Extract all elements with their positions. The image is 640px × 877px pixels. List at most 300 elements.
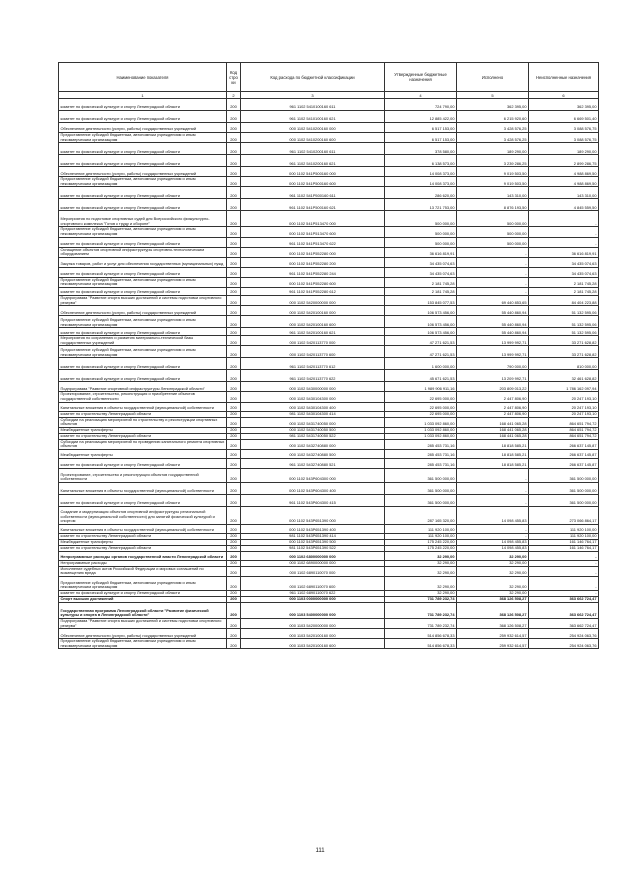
row-unexecuted: 1 786 162 097,94 xyxy=(529,382,599,392)
row-executed: - xyxy=(457,494,529,506)
row-approved: 731 789 232,74 xyxy=(385,619,457,629)
row-unexecuted: 111 920 100,00 xyxy=(529,524,599,533)
row-unexecuted: 36 616 819,91 xyxy=(529,247,599,257)
table-row xyxy=(59,267,599,277)
table-row xyxy=(59,439,599,449)
table-row xyxy=(59,370,599,382)
row-name: Капитальные вложения в объекты государственной (муниципальной) собственности xyxy=(59,402,227,411)
row-code: 200 xyxy=(227,439,241,449)
row-kbk: 000 1102 543P604300 000 xyxy=(241,468,385,482)
row-name: Мероприятия по сохранению и развитию материально-технической базы государственных учреждений xyxy=(59,336,227,346)
row-name: Обеспечение деятельности (услуги, работы) государственных учреждений xyxy=(59,167,227,177)
table-row xyxy=(59,619,599,629)
row-code: 200 xyxy=(227,336,241,346)
table-row xyxy=(59,433,599,439)
row-executed: 500 000,00 xyxy=(457,227,529,237)
row-name: комитет по строительству Ленинградской области xyxy=(59,545,227,551)
row-unexecuted: 51 132 595,06 xyxy=(529,316,599,328)
column-number-row xyxy=(59,92,599,99)
row-kbk: 000 1102 5432740880 500 xyxy=(241,449,385,458)
row-name: Предоставление субсидий бюджетным, автономным учреждениям и иным некоммерческим организациям xyxy=(59,227,227,237)
row-executed: 2 447 806,90 xyxy=(457,402,529,411)
budget-execution-table xyxy=(58,62,599,649)
table-row xyxy=(59,167,599,177)
table-row xyxy=(59,468,599,482)
row-code: 200 xyxy=(227,237,241,247)
row-code: 200 xyxy=(227,277,241,287)
row-name: комитет по физической культуре и спорту Ленинградской области xyxy=(59,328,227,336)
row-executed: 259 932 614,57 xyxy=(457,639,529,649)
row-approved: 106 573 456,00 xyxy=(385,316,457,328)
row-code: 200 xyxy=(227,143,241,155)
row-kbk: 000 1102 5420100160 600 xyxy=(241,316,385,328)
row-code: 200 xyxy=(227,306,241,316)
row-executed: 14 098 455,83 xyxy=(457,545,529,551)
row-approved: 111 920 100,00 xyxy=(385,533,457,539)
table-row xyxy=(59,155,599,167)
row-unexecuted: - xyxy=(529,211,599,227)
row-name: Подпрограмма "Развитие спорта высших достижений и системы подготовки спортивного резерва" xyxy=(59,295,227,305)
row-unexecuted: 273 066 864,17 xyxy=(529,506,599,524)
row-approved: 285 453 731,16 xyxy=(385,439,457,449)
table-row xyxy=(59,123,599,133)
row-approved: 1 600 000,00 xyxy=(385,358,457,370)
row-executed: 168 441 065,28 xyxy=(457,427,529,433)
row-kbk: 000 1102 543P604300 400 xyxy=(241,482,385,494)
row-approved: 514 856 678,33 xyxy=(385,639,457,649)
row-name: Капитальные вложения в объекты государственной (муниципальной) собственности xyxy=(59,524,227,533)
row-approved: 14 008 373,00 xyxy=(385,177,457,187)
row-kbk: 961 1102 5410200160 611 xyxy=(241,143,385,155)
row-unexecuted: 20 247 193,10 xyxy=(529,392,599,402)
header-name: Наименование показателя xyxy=(59,63,227,92)
row-approved: 1 033 092 860,00 xyxy=(385,417,457,427)
row-name: комитет по физической культуре и спорту Ленинградской области xyxy=(59,143,227,155)
row-name: комитет по физической культуре и спорту Ленинградской области xyxy=(59,111,227,123)
row-kbk: 000 1102 5431740050 500 xyxy=(241,427,385,433)
row-name: Проектирование, строительство и реконструкция объектов государственной собственности xyxy=(59,468,227,482)
row-executed: 168 441 065,28 xyxy=(457,433,529,439)
row-executed: 55 440 860,94 xyxy=(457,316,529,328)
table-row xyxy=(59,545,599,551)
row-approved: 36 616 819,91 xyxy=(385,247,457,257)
row-unexecuted: 363 662 724,47 xyxy=(529,597,599,603)
row-code: 200 xyxy=(227,346,241,358)
row-code: 200 xyxy=(227,392,241,402)
table-row xyxy=(59,99,599,111)
row-unexecuted: 161 146 764,17 xyxy=(529,539,599,545)
row-code: 200 xyxy=(227,551,241,560)
row-approved: 47 271 621,53 xyxy=(385,336,457,346)
row-approved: 6 517 153,00 xyxy=(385,133,457,143)
header-code: Код стро ки xyxy=(227,63,241,92)
row-kbk: 000 1102 6890000000 000 xyxy=(241,560,385,566)
row-executed: 8 876 193,50 xyxy=(457,199,529,211)
row-kbk: 961 1102 6890110070 622 xyxy=(241,591,385,597)
row-code: 200 xyxy=(227,468,241,482)
row-name: Предоставление субсидий бюджетным, автономным учреждениям и иным некоммерческим организациям xyxy=(59,577,227,591)
table-body xyxy=(59,99,599,649)
table-row xyxy=(59,187,599,199)
table-row xyxy=(59,295,599,305)
row-name: Предоставление субсидий бюджетным, автономным учреждениям и иным некоммерческим организациям xyxy=(59,133,227,143)
row-name: Предоставление субсидий бюджетным, автономным учреждениям и иным некоммерческим организациям xyxy=(59,277,227,287)
row-executed: 168 441 065,28 xyxy=(457,417,529,427)
row-executed: - xyxy=(457,257,529,267)
row-code: 200 xyxy=(227,603,241,619)
row-code: 200 xyxy=(227,577,241,591)
row-kbk: 961 1102 5410100160 621 xyxy=(241,111,385,123)
row-executed: 32 290,00 xyxy=(457,566,529,576)
row-approved: 47 271 621,53 xyxy=(385,346,457,358)
row-executed: 2 447 806,90 xyxy=(457,392,529,402)
table-row xyxy=(59,392,599,402)
row-unexecuted: - xyxy=(529,560,599,566)
row-name: Подпрограмма "Развитие спортивной инфраструктуры Ленинградской области" xyxy=(59,382,227,392)
row-name: комитет по физической культуре и спорту Ленинградской области xyxy=(59,187,227,199)
row-unexecuted: 51 132 595,06 xyxy=(529,306,599,316)
row-kbk: 000 1102 5410200160 000 xyxy=(241,123,385,133)
row-kbk: 000 1102 543P651390 500 xyxy=(241,539,385,545)
row-name: Оснащение объектов спортивной инфраструктуры спортивно-технологическим оборудованием xyxy=(59,247,227,257)
row-kbk: 000 1103 0000000000 000 xyxy=(241,597,385,603)
row-code: 200 xyxy=(227,328,241,336)
row-executed: 13 999 992,71 xyxy=(457,336,529,346)
row-kbk: 961 1102 5420113770 622 xyxy=(241,370,385,382)
row-unexecuted: 143 310,00 xyxy=(529,187,599,199)
row-kbk: 961 1102 5420113770 612 xyxy=(241,358,385,370)
row-approved: 2 181 745,28 xyxy=(385,277,457,287)
row-unexecuted: 4 845 559,50 xyxy=(529,199,599,211)
row-unexecuted: 161 146 764,17 xyxy=(529,545,599,551)
row-name: Обеспечение деятельности (услуги, работы) государственных учреждений xyxy=(59,629,227,639)
row-unexecuted: - xyxy=(529,237,599,247)
table-row xyxy=(59,411,599,417)
row-kbk: 000 1102 5432740880 000 xyxy=(241,439,385,449)
row-name: Проектирование, строительство, реконструкция и приобретение объектов государственной собственности xyxy=(59,392,227,402)
row-code: 200 xyxy=(227,358,241,370)
row-code: 200 xyxy=(227,167,241,177)
row-kbk: 961 1102 541P552280 612 xyxy=(241,287,385,295)
row-executed: 9 019 503,50 xyxy=(457,177,529,187)
row-name: Обеспечение деятельности (услуги, работы) государственных учреждений xyxy=(59,123,227,133)
row-kbk: 981 1102 5430104300 414 xyxy=(241,411,385,417)
row-name: Межбюджетные трансферты xyxy=(59,539,227,545)
row-name: Предоставление субсидий бюджетным, автономным учреждениям и иным некоммерческим организациям xyxy=(59,346,227,358)
row-unexecuted: 32 461 628,82 xyxy=(529,370,599,382)
table-row xyxy=(59,227,599,237)
row-kbk: 000 1102 5420113770 000 xyxy=(241,336,385,346)
row-name: комитет по строительству Ленинградской области xyxy=(59,433,227,439)
row-unexecuted: 34 435 074,63 xyxy=(529,257,599,267)
row-code: 200 xyxy=(227,211,241,227)
row-kbk: 000 1103 5420100160 600 xyxy=(241,639,385,649)
row-approved: 2 181 745,28 xyxy=(385,287,457,295)
row-kbk: 000 1102 6890110070 600 xyxy=(241,577,385,591)
row-executed: - xyxy=(457,533,529,539)
row-kbk: 000 1103 5400000000 000 xyxy=(241,603,385,619)
row-code: 200 xyxy=(227,533,241,539)
row-code: 200 xyxy=(227,506,241,524)
row-code: 200 xyxy=(227,458,241,468)
row-executed: 143 310,00 xyxy=(457,187,529,199)
row-kbk: 961 1102 541P552280 244 xyxy=(241,267,385,277)
row-kbk: 000 1102 5410200160 600 xyxy=(241,133,385,143)
row-executed: 790 000,00 xyxy=(457,358,529,370)
table-row xyxy=(59,316,599,328)
row-kbk: 961 1102 541P513470 622 xyxy=(241,237,385,247)
row-kbk: 000 1102 5420113770 600 xyxy=(241,346,385,358)
row-code: 200 xyxy=(227,619,241,629)
row-code: 200 xyxy=(227,382,241,392)
row-name: Исполнение судебных актов Российской Федерации и мировых соглашений по возмещению вреда xyxy=(59,566,227,576)
row-name: Непрограммные расходы органов государственной власти Ленинградской области xyxy=(59,551,227,560)
row-name: Подпрограмма "Развитие спорта высших достижений и системы подготовки спортивного резерва" xyxy=(59,619,227,629)
column-number: 2 xyxy=(227,92,241,99)
row-code: 200 xyxy=(227,177,241,187)
column-number: 5 xyxy=(457,92,529,99)
row-approved: 731 789 232,74 xyxy=(385,603,457,619)
row-code: 200 xyxy=(227,427,241,433)
row-executed: 259 932 614,57 xyxy=(457,629,529,639)
row-unexecuted: 361 500 000,00 xyxy=(529,494,599,506)
row-code: 200 xyxy=(227,402,241,411)
row-unexecuted: 864 651 794,72 xyxy=(529,417,599,427)
row-executed: 32 290,00 xyxy=(457,551,529,560)
row-executed: 18 818 585,21 xyxy=(457,458,529,468)
row-unexecuted: 363 662 724,47 xyxy=(529,619,599,629)
row-executed: 500 000,00 xyxy=(457,237,529,247)
page-number: 111 xyxy=(315,848,325,854)
row-code: 200 xyxy=(227,629,241,639)
row-name: комитет по физической культуре и спорту Ленинградской области xyxy=(59,99,227,111)
row-code: 200 xyxy=(227,433,241,439)
row-kbk: 961 1102 5432740880 521 xyxy=(241,458,385,468)
row-code: 200 xyxy=(227,411,241,417)
row-executed: 18 818 585,21 xyxy=(457,439,529,449)
table-row xyxy=(59,177,599,187)
row-code: 200 xyxy=(227,227,241,237)
row-code: 200 xyxy=(227,199,241,211)
row-unexecuted: 4 988 869,50 xyxy=(529,167,599,177)
row-code: 200 xyxy=(227,482,241,494)
row-executed: 3 428 576,25 xyxy=(457,123,529,133)
row-kbk: 000 1102 541P552280 000 xyxy=(241,247,385,257)
row-name: Обеспечение деятельности (услуги, работы) государственных учреждений xyxy=(59,306,227,316)
table-header-row xyxy=(59,63,599,92)
table-row xyxy=(59,506,599,524)
table-row xyxy=(59,382,599,392)
row-approved: 1 989 906 911,16 xyxy=(385,382,457,392)
row-unexecuted: 51 132 595,06 xyxy=(529,328,599,336)
row-name: комитет по физической культуре и спорту Ленинградской области xyxy=(59,358,227,370)
row-approved: 724 790,00 xyxy=(385,99,457,111)
table-row xyxy=(59,449,599,458)
row-approved: 500 000,00 xyxy=(385,237,457,247)
row-name: Государственная программа Ленинградской области "Развитие физической культуры и спорта в Ленинградской области" xyxy=(59,603,227,619)
row-unexecuted: 2 181 745,28 xyxy=(529,287,599,295)
row-executed: 500 000,00 xyxy=(457,211,529,227)
row-unexecuted: 33 271 628,82 xyxy=(529,346,599,358)
table-row xyxy=(59,417,599,427)
row-code: 200 xyxy=(227,591,241,597)
row-approved: 731 789 232,74 xyxy=(385,597,457,603)
row-executed: 55 440 860,94 xyxy=(457,306,529,316)
row-unexecuted: 34 435 074,63 xyxy=(529,267,599,277)
row-unexecuted: 3 088 576,75 xyxy=(529,133,599,143)
row-executed: - xyxy=(457,267,529,277)
row-kbk: 000 1102 6890110070 000 xyxy=(241,566,385,576)
row-approved: 34 435 074,63 xyxy=(385,267,457,277)
row-kbk: 000 1102 5420100160 000 xyxy=(241,306,385,316)
row-name: Предоставление субсидий бюджетным, автономным учреждениям и иным некоммерческим организациям xyxy=(59,316,227,328)
table-row xyxy=(59,402,599,411)
row-unexecuted: 361 500 000,00 xyxy=(529,482,599,494)
header-kbk: Код расхода по бюджетной классификации xyxy=(241,63,385,92)
row-code: 200 xyxy=(227,295,241,305)
row-name: Создание и модернизация объектов спортивной инфраструктуры региональной собственности (муниципальной собственности) для занятий физической культурой и спортом xyxy=(59,506,227,524)
row-approved: 6 517 153,00 xyxy=(385,123,457,133)
row-executed: - xyxy=(457,287,529,295)
row-unexecuted: 4 988 869,50 xyxy=(529,177,599,187)
row-name: Субсидии на реализацию мероприятий по проведению капитального ремонта спортивных объектов xyxy=(59,439,227,449)
row-unexecuted: - xyxy=(529,551,599,560)
row-approved: 1 033 092 860,00 xyxy=(385,433,457,439)
table-row xyxy=(59,577,599,591)
row-code: 200 xyxy=(227,545,241,551)
column-number: 6 xyxy=(529,92,599,99)
row-unexecuted: 6 669 501,40 xyxy=(529,111,599,123)
row-kbk: 000 1102 5430000000 000 xyxy=(241,382,385,392)
row-kbk: 000 1103 5420100160 000 xyxy=(241,629,385,639)
row-name: Субсидии на реализацию мероприятий по строительству и реконструкции спортивных объектов xyxy=(59,417,227,427)
row-kbk: 981 1102 543P651390 522 xyxy=(241,545,385,551)
row-kbk: 000 1103 5420000000 000 xyxy=(241,619,385,629)
table-row xyxy=(59,458,599,468)
row-name: Предоставление субсидий бюджетным, автономным учреждениям и иным некоммерческим организациям xyxy=(59,177,227,187)
row-executed: - xyxy=(457,277,529,287)
row-unexecuted: 189 290,00 xyxy=(529,143,599,155)
row-name: Спорт высших достижений xyxy=(59,597,227,603)
row-approved: 286 620,00 xyxy=(385,187,457,199)
row-approved: 361 500 000,00 xyxy=(385,482,457,494)
row-kbk: 961 1102 5420100160 621 xyxy=(241,328,385,336)
row-code: 200 xyxy=(227,597,241,603)
row-kbk: 000 1102 541P500160 600 xyxy=(241,177,385,187)
table-row xyxy=(59,629,599,639)
row-approved: 22 695 000,00 xyxy=(385,411,457,417)
row-approved: 12 885 422,00 xyxy=(385,111,457,123)
header-approved: Утвержденные бюджетные назначения xyxy=(385,63,457,92)
row-approved: 32 290,00 xyxy=(385,591,457,597)
table-row xyxy=(59,287,599,295)
table-row xyxy=(59,639,599,649)
row-code: 200 xyxy=(227,417,241,427)
row-executed: 368 126 508,27 xyxy=(457,597,529,603)
row-name: комитет по строительству Ленинградской области xyxy=(59,533,227,539)
row-unexecuted: 20 247 193,10 xyxy=(529,402,599,411)
table-row xyxy=(59,551,599,560)
row-unexecuted: - xyxy=(529,577,599,591)
row-unexecuted: 810 000,00 xyxy=(529,358,599,370)
row-approved: 32 290,00 xyxy=(385,577,457,591)
table-row xyxy=(59,257,599,267)
row-approved: 22 695 000,00 xyxy=(385,392,457,402)
row-executed: - xyxy=(457,524,529,533)
row-executed: 18 818 585,21 xyxy=(457,449,529,458)
row-kbk: 961 1102 5410200160 621 xyxy=(241,155,385,167)
row-name: комитет по физической культуре и спорту Ленинградской области xyxy=(59,267,227,277)
row-code: 200 xyxy=(227,494,241,506)
row-kbk: 000 1102 541P513470 000 xyxy=(241,211,385,227)
row-approved: 175 245 220,00 xyxy=(385,545,457,551)
row-name: Закупка товаров, работ и услуг для обеспечения государственных (муниципальных) нужд xyxy=(59,257,227,267)
row-name: комитет по физической культуре и спорту Ленинградской области xyxy=(59,494,227,506)
row-code: 200 xyxy=(227,187,241,199)
table-row xyxy=(59,336,599,346)
row-code: 200 xyxy=(227,560,241,566)
row-executed: - xyxy=(457,468,529,482)
row-kbk: 981 1102 543P651390 414 xyxy=(241,533,385,539)
table-row xyxy=(59,494,599,506)
row-code: 200 xyxy=(227,287,241,295)
row-code: 200 xyxy=(227,155,241,167)
row-executed: 189 290,00 xyxy=(457,143,529,155)
row-approved: 106 573 456,00 xyxy=(385,328,457,336)
row-unexecuted: 864 651 794,72 xyxy=(529,433,599,439)
row-executed: 32 290,00 xyxy=(457,560,529,566)
row-kbk: 000 1102 541P552280 200 xyxy=(241,257,385,267)
row-approved: 1 033 092 860,00 xyxy=(385,427,457,433)
row-executed: 2 447 806,90 xyxy=(457,411,529,417)
row-unexecuted: 361 500 000,00 xyxy=(529,468,599,482)
row-kbk: 000 1102 5430104300 000 xyxy=(241,392,385,402)
row-unexecuted: 111 920 100,00 xyxy=(529,533,599,539)
row-unexecuted: 266 637 145,87 xyxy=(529,439,599,449)
row-approved: 500 000,00 xyxy=(385,211,457,227)
row-approved: 45 671 621,53 xyxy=(385,370,457,382)
column-number: 4 xyxy=(385,92,457,99)
row-approved: 32 290,00 xyxy=(385,560,457,566)
row-executed: 6 215 920,60 xyxy=(457,111,529,123)
row-kbk: 000 1102 541P552280 600 xyxy=(241,277,385,287)
row-approved: 32 290,00 xyxy=(385,566,457,576)
row-executed: 3 239 286,25 xyxy=(457,155,529,167)
row-unexecuted: 362 395,00 xyxy=(529,99,599,111)
row-approved: 175 245 220,00 xyxy=(385,539,457,545)
row-approved: 106 573 456,00 xyxy=(385,306,457,316)
row-unexecuted: 33 271 628,82 xyxy=(529,336,599,346)
row-executed: 368 126 508,27 xyxy=(457,619,529,629)
row-name: комитет по физической культуре и спорту Ленинградской области xyxy=(59,237,227,247)
table-row xyxy=(59,277,599,287)
row-kbk: 000 1102 543P651390 400 xyxy=(241,524,385,533)
row-kbk: 000 1102 543P651390 000 xyxy=(241,506,385,524)
row-executed: 32 290,00 xyxy=(457,577,529,591)
row-approved: 500 000,00 xyxy=(385,227,457,237)
column-number: 1 xyxy=(59,92,227,99)
row-kbk: 000 1102 5431740050 000 xyxy=(241,417,385,427)
row-name: Предоставление субсидий бюджетным, автономным учреждениям и иным некоммерческим организациям xyxy=(59,639,227,649)
row-executed: 362 395,00 xyxy=(457,99,529,111)
row-approved: 6 138 573,00 xyxy=(385,155,457,167)
row-name: комитет по физической культуре и спорту Ленинградской области xyxy=(59,591,227,597)
row-kbk: 961 1102 543P604300 415 xyxy=(241,494,385,506)
row-name: комитет по строительству Ленинградской области xyxy=(59,411,227,417)
row-approved: 14 008 373,00 xyxy=(385,167,457,177)
row-kbk: 961 1102 541P500160 611 xyxy=(241,187,385,199)
table-row xyxy=(59,482,599,494)
